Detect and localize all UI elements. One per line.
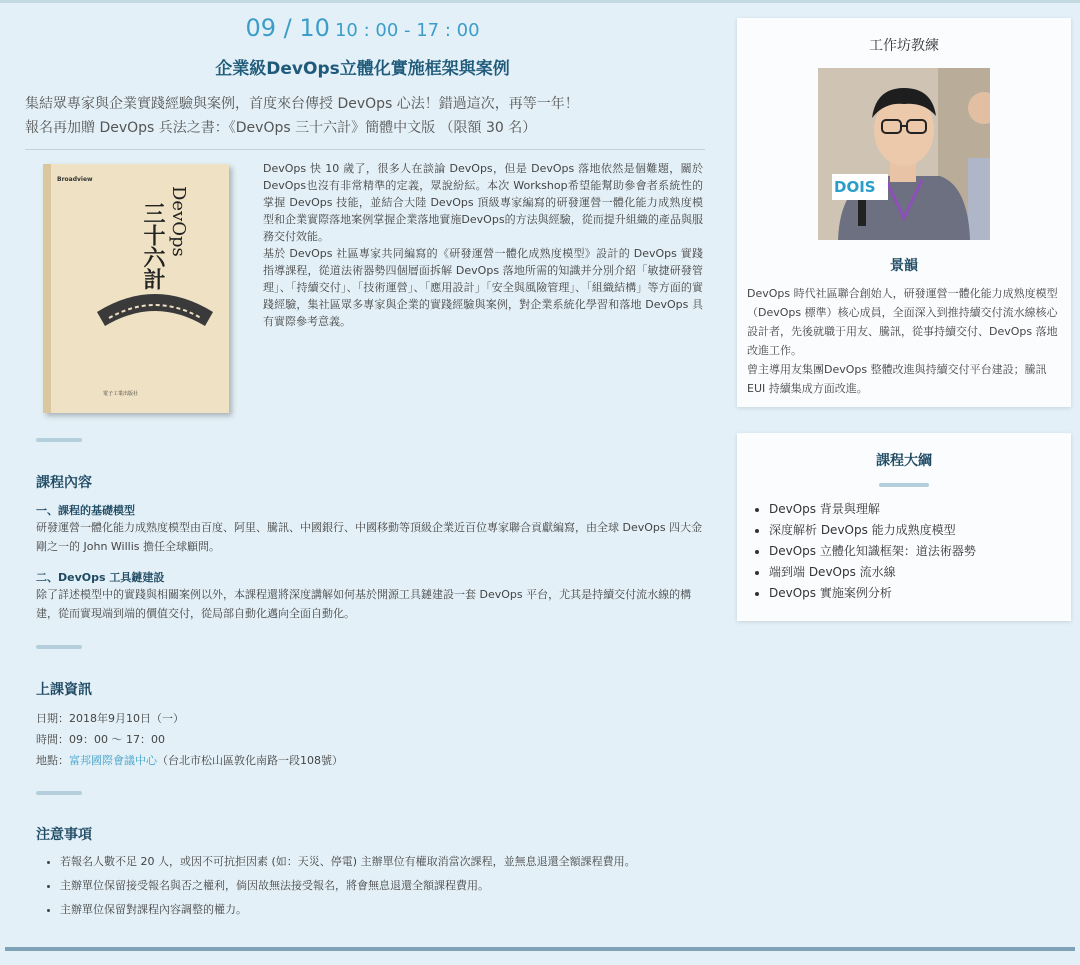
subtitle-line-2: 報名再加贈 DevOps 兵法之書：《DevOps 三十六計》簡體中文版 （限額 30 名） — [25, 120, 537, 136]
instructor-card — [737, 18, 1071, 407]
event-title: 企業級DevOps立體化實施框架與案例 — [215, 59, 510, 79]
intro-paragraph-1: DevOps 快 10 歲了，很多人在談論 DevOps，但是 DevOps 落地依然是個難題，關於 DevOps也沒有非常精準的定義，眾說紛紜。本次 Workshop希望能幫助參會者系統性的掌握 DevOps 技能，並結合大陸 DevOps 頂級專家編寫的研發運營一體化能力成熟度模型和企業實際落地案例掌握企業落地實施DevOps的方法與經驗，從而提升組織的產品與服務交付效能。 — [263, 162, 703, 243]
section-divider — [36, 438, 82, 442]
section-divider — [36, 645, 82, 649]
section-divider — [36, 791, 82, 795]
course-intro — [263, 160, 703, 330]
venue-link[interactable]: 富邦國際會議中心 — [69, 754, 157, 767]
bottom-border — [5, 947, 1075, 951]
content-text-2: 除了詳述模型中的實踐與相關案例以外，本課程還將深度講解如何基於開源工具鏈建設一套 DevOps 平台，尤其是持續交付流水線的構建，從而實現端到端的價值交付，從局部自動化邁向全面自動化。 — [36, 588, 692, 620]
event-subtitle — [25, 92, 705, 140]
location-label: 地點： — [36, 754, 69, 767]
event-time: 10 : 00 - 17 : 00 — [334, 20, 480, 41]
book-cover-image — [43, 164, 229, 413]
subtitle-line-1: 集結眾專家與企業實踐經驗與案例，首度來台傳授 DevOps 心法！錯過這次，再等一年！ — [25, 96, 579, 112]
book-title-en: DevOps — [168, 186, 189, 257]
instructor-card-title: 工作坊教練 — [869, 38, 939, 54]
list-item: • DevOps 實施案例分析 — [769, 583, 976, 604]
outline-card-title: 課程大綱 — [876, 453, 932, 469]
course-content-heading: 課程內容 — [36, 475, 92, 491]
content-text-1: 研發運營一體化能力成熟度模型由百度、阿里、騰訊、中國銀行、中國移動等頂級企業近百位專家聯合貢獻編寫，由全球 DevOps 四大金剛之一的 John Willis 擔任全球顧問。 — [36, 521, 703, 553]
outline-list — [761, 499, 976, 604]
bio-paragraph-2: 曾主導用友集團DevOps 整體改進與持續交付平台建設；騰訊 EUI 持續集成方面改進。 — [747, 363, 1047, 395]
content-subheading-1: 一、課程的基礎模型 — [36, 504, 135, 517]
class-date: 日期：2018年9月10日（一） — [36, 712, 184, 725]
conference-badge: DOIS — [834, 178, 876, 196]
book-ornament-icon — [95, 282, 215, 334]
list-item: • DevOps 背景與理解 — [769, 499, 976, 520]
bio-paragraph-1: DevOps 時代社區聯合創始人，研發運營一體化能力成熟度模型（DevOps 標準）核心成員，全面深入到推持續交付流水線核心設計者，先後就職于用友、騰訊，從事持續交付、DevOps 落地改進工作。 — [747, 287, 1058, 357]
class-location — [36, 752, 343, 768]
book-brand: Broadview — [57, 176, 93, 183]
book-spine — [43, 164, 51, 413]
list-item: • 端到端 DevOps 流水線 — [769, 562, 976, 583]
instructor-photo — [818, 68, 990, 240]
list-item: • 深度解析 DevOps 能力成熟度模型 — [769, 520, 976, 541]
content-subheading-2: 二、DevOps 工具鏈建設 — [36, 571, 165, 584]
instructor-name: 景韻 — [890, 258, 918, 274]
divider — [25, 149, 705, 150]
book-publisher: 電子工業出版社 — [103, 391, 139, 397]
event-datetime — [0, 14, 725, 42]
notes-list — [42, 852, 720, 924]
class-time: 時間：09：00 ～ 17：00 — [36, 733, 165, 746]
outline-card — [737, 433, 1071, 621]
list-item: • 若報名人數不足 20 人，或因不可抗拒因素 (如：天災、停電) 主辦單位有權取消當次課程，並無息退還全額課程費用。 — [60, 852, 720, 872]
list-item: • 主辦單位保留對課程內容調整的權力。 — [60, 900, 720, 920]
class-info-heading: 上課資訊 — [36, 682, 92, 698]
location-address: （台北市松山區敦化南路一段108號） — [157, 754, 343, 767]
list-item: • 主辦單位保留接受報名與否之權利，倘因故無法接受報名，將會無息退還全額課程費用。 — [60, 876, 720, 896]
event-date: 09 / 10 — [245, 14, 330, 42]
list-item: • DevOps 立體化知識框架：道法術器勢 — [769, 541, 976, 562]
notes-heading: 注意事項 — [36, 827, 92, 843]
outline-divider — [879, 483, 929, 487]
instructor-bio — [747, 284, 1061, 398]
intro-paragraph-2: 基於 DevOps 社區專家共同編寫的《研發運營一體化成熟度模型》設計的 DevOps 實踐指導課程，從道法術器勢四個層面拆解 DevOps 落地所需的知識并分別介紹「敏捷研發管理」、「持續交付」、「技術運營」、「應用設計」「安全與風險管理」、「組織結構」等方面的實踐經驗，集社區眾多專家與企業的實踐經驗與案例，對企業系統化學習和落地 DevOps 具有實際參考意義。 — [263, 247, 703, 328]
book-title-zh: 三十六計 — [140, 202, 166, 290]
instructor-portrait-icon — [818, 68, 990, 240]
